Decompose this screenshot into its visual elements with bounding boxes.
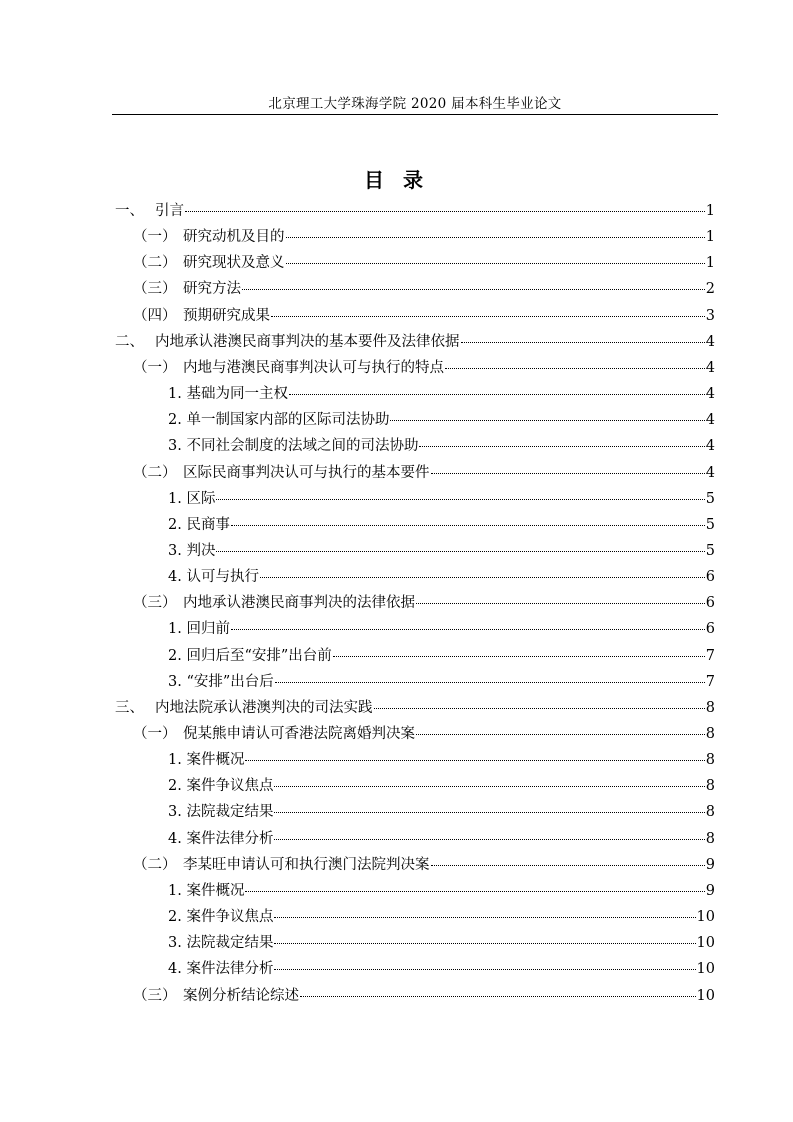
toc-entry-text: 区际民商事判决认可与执行的基本要件 xyxy=(183,464,430,481)
toc-entry-page: 7 xyxy=(705,673,715,690)
toc-entry-number: 4. xyxy=(168,569,187,586)
toc-entry[interactable] xyxy=(133,591,715,617)
toc-entry[interactable] xyxy=(168,670,715,696)
toc-entry-page: 8 xyxy=(705,726,715,742)
toc-entry-number: 1. xyxy=(168,386,187,403)
toc-leader-dots xyxy=(216,551,704,552)
toc-entry[interactable] xyxy=(133,722,715,748)
toc-entry-page: 10 xyxy=(696,935,715,952)
toc-entry-text: 民商事 xyxy=(186,516,230,533)
toc-leader-dots xyxy=(286,263,705,264)
toc-entry-page: 3 xyxy=(705,307,715,324)
toc-entry-page: 9 xyxy=(705,856,715,873)
toc-entry-page: 6 xyxy=(705,595,715,612)
toc-entry-page: 10 xyxy=(696,961,715,978)
toc-entry-page: 5 xyxy=(705,490,715,507)
toc-entry-text: 引言 xyxy=(155,203,184,219)
toc-entry-number: 2. xyxy=(168,778,187,795)
toc-entry[interactable] xyxy=(115,330,715,356)
toc-leader-dots xyxy=(431,865,705,866)
toc-title: 目 录 xyxy=(364,168,429,192)
toc-entry[interactable] xyxy=(133,984,715,1010)
toc-entry-text: 基础为同一主权 xyxy=(186,386,288,403)
toc-entry[interactable] xyxy=(168,487,715,513)
toc-leader-dots xyxy=(300,996,696,997)
toc-entry-text: 倪某熊申请认可香港法院离婚判决案 xyxy=(183,726,415,742)
toc-leader-dots xyxy=(274,969,695,970)
toc-entry-number: 2. xyxy=(168,412,187,429)
toc-entry-number: 一、 xyxy=(115,203,144,219)
toc-entry-page: 8 xyxy=(705,778,715,795)
toc-leader-dots xyxy=(416,734,705,735)
toc-entry[interactable] xyxy=(168,539,715,565)
toc-leader-dots xyxy=(416,603,705,604)
toc-leader-dots xyxy=(231,629,705,630)
toc-entry-text: 内地与港澳民商事判决认可与执行的特点 xyxy=(183,359,444,376)
toc-entry-page: 7 xyxy=(705,647,715,664)
toc-entry-text: “安排”出台后 xyxy=(186,673,274,690)
toc-entry-number: 2. xyxy=(168,647,187,664)
toc-entry-number: 1. xyxy=(168,752,187,769)
toc-entry-text: 判决 xyxy=(186,542,216,559)
toc-entry[interactable] xyxy=(133,251,715,277)
toc-entry-page: 4 xyxy=(705,333,715,350)
toc-leader-dots xyxy=(245,760,704,761)
toc-entry[interactable] xyxy=(168,774,715,800)
toc-entry-page: 4 xyxy=(705,386,715,403)
toc-entry-number: 3. xyxy=(168,542,187,559)
toc-leader-dots xyxy=(231,525,705,526)
toc-entry-page: 8 xyxy=(705,752,715,769)
toc-entry[interactable] xyxy=(168,905,715,931)
toc-entry-number: 3. xyxy=(168,935,187,952)
toc-entry-text: 案例分析结论综述 xyxy=(183,987,299,1004)
toc-entry[interactable] xyxy=(168,644,715,670)
toc-entry-page: 4 xyxy=(705,359,715,376)
toc-entry-number: （三） xyxy=(133,987,177,1004)
toc-entry-page: 1 xyxy=(705,203,715,219)
toc-entry-page: 1 xyxy=(705,255,715,272)
toc-entry[interactable] xyxy=(168,382,715,408)
toc-leader-dots xyxy=(274,786,704,787)
toc-leader-dots xyxy=(274,839,704,840)
toc-entry-page: 8 xyxy=(705,804,715,821)
toc-entry-text: 案件争议焦点 xyxy=(186,909,274,926)
toc-leader-dots xyxy=(390,420,704,421)
toc-entry-text: 内地承认港澳民商事判决的法律依据 xyxy=(183,595,415,612)
toc-entry[interactable] xyxy=(168,827,715,853)
toc-entry[interactable] xyxy=(168,879,715,905)
header-rule xyxy=(112,114,718,115)
toc-leader-dots xyxy=(274,917,695,918)
toc-entry-text: 内地承认港澳民商事判决的基本要件及法律依据 xyxy=(155,333,460,350)
toc-leader-dots xyxy=(461,342,705,343)
toc-leader-dots xyxy=(271,316,705,317)
toc-entry-text: 案件概况 xyxy=(186,882,245,899)
toc-entry-number: （三） xyxy=(133,595,177,612)
toc-entry-text: 区际 xyxy=(186,490,216,507)
toc-entry-page: 9 xyxy=(705,882,715,899)
toc-entry-page: 4 xyxy=(705,464,715,481)
toc-entry-page: 4 xyxy=(705,412,715,429)
toc-entry[interactable] xyxy=(168,617,715,643)
toc-leader-dots xyxy=(374,708,705,709)
toc-entry[interactable] xyxy=(168,513,715,539)
toc-leader-dots xyxy=(431,473,705,474)
toc-entry-page: 5 xyxy=(705,516,715,533)
toc-entry-text: 案件法律分析 xyxy=(186,830,274,847)
toc-entry-number: （二） xyxy=(133,464,177,481)
toc-entry-page: 6 xyxy=(705,569,715,586)
toc-entry[interactable] xyxy=(115,199,715,225)
toc-entry-text: 不同社会制度的法域之间的司法协助 xyxy=(186,438,419,455)
toc-leader-dots xyxy=(289,394,705,395)
toc-entry-number: 二、 xyxy=(115,333,144,350)
toc-leader-dots xyxy=(185,211,705,212)
toc-entry-page: 6 xyxy=(705,621,715,638)
toc-entry-text: 单一制国家内部的区际司法协助 xyxy=(186,412,390,429)
toc-entry[interactable] xyxy=(168,957,715,983)
toc-entry-text: 李某旺申请认可和执行澳门法院判决案 xyxy=(183,856,430,873)
toc-entry-text: 研究动机及目的 xyxy=(183,229,285,246)
toc-entry[interactable] xyxy=(168,408,715,434)
toc-entry-page: 5 xyxy=(705,542,715,559)
toc-entry-number: 1. xyxy=(168,621,187,638)
toc-entry-text: 案件概况 xyxy=(186,752,245,769)
toc-leader-dots xyxy=(260,577,705,578)
toc-entry-number: （四） xyxy=(133,307,177,324)
toc-entry-number: （一） xyxy=(133,359,177,376)
toc-entry-text: 回归前 xyxy=(186,621,230,638)
toc-leader-dots xyxy=(419,446,704,447)
toc-entry-number: （二） xyxy=(133,255,177,272)
toc-entry-number: 4. xyxy=(168,961,187,978)
toc-entry[interactable] xyxy=(168,565,715,591)
toc-entry[interactable] xyxy=(168,434,715,460)
toc-leader-dots xyxy=(445,368,705,369)
toc-entry-text: 法院裁定结果 xyxy=(186,804,274,821)
toc-entry-number: （一） xyxy=(133,229,177,246)
toc-entry-text: 案件争议焦点 xyxy=(186,778,274,795)
toc-leader-dots xyxy=(242,289,705,290)
toc-entry[interactable] xyxy=(133,225,715,251)
toc-leader-dots xyxy=(286,237,705,238)
toc-entry-number: 1. xyxy=(168,490,187,507)
running-header: 北京理工大学珠海学院 2020 届本科生毕业论文 xyxy=(268,96,562,112)
toc-entry-number: 4. xyxy=(168,830,187,847)
toc-leader-dots xyxy=(274,812,704,813)
toc-entry-text: 研究现状及意义 xyxy=(183,255,285,272)
toc-entry[interactable] xyxy=(168,748,715,774)
toc-leader-dots xyxy=(216,499,704,500)
toc-entry-page: 1 xyxy=(705,229,715,246)
toc-entry-page: 2 xyxy=(705,281,715,298)
toc-entry-number: （二） xyxy=(133,856,177,873)
toc-entry-page: 10 xyxy=(696,987,715,1004)
toc-entry-number: 1. xyxy=(168,882,187,899)
toc-entry-page: 8 xyxy=(705,830,715,847)
toc-leader-dots xyxy=(275,682,705,683)
toc-entry-number: （三） xyxy=(133,281,177,298)
toc-entry-number: 2. xyxy=(168,909,187,926)
toc-entry-number: 3. xyxy=(168,438,187,455)
toc-entry[interactable] xyxy=(133,461,715,487)
toc-entry[interactable] xyxy=(133,356,715,382)
toc-entry-text: 认可与执行 xyxy=(186,569,259,586)
toc-entry[interactable] xyxy=(168,931,715,957)
toc-entry-number: （一） xyxy=(133,726,177,742)
toc-entry[interactable] xyxy=(133,277,715,303)
toc-entry-number: 3. xyxy=(168,804,187,821)
toc-entry[interactable] xyxy=(168,800,715,826)
toc-entry-page: 10 xyxy=(696,909,715,926)
toc-leader-dots xyxy=(245,891,704,892)
toc-entry[interactable] xyxy=(115,696,715,722)
toc-entry-text: 内地法院承认港澳判决的司法实践 xyxy=(155,699,373,716)
toc-leader-dots xyxy=(274,943,695,944)
toc-entry-text: 法院裁定结果 xyxy=(186,935,274,952)
toc-entry-page: 4 xyxy=(705,438,715,455)
toc-entry-number: 3. xyxy=(168,673,187,690)
toc-entry-number: 三、 xyxy=(115,699,144,716)
toc-entry-text: 案件法律分析 xyxy=(186,961,274,978)
toc-entry-text: 回归后至“安排”出台前 xyxy=(186,647,332,664)
toc-entry-text: 预期研究成果 xyxy=(183,307,270,324)
toc-leader-dots xyxy=(333,656,705,657)
toc-entry-page: 8 xyxy=(705,699,715,716)
toc-entry-number: 2. xyxy=(168,516,187,533)
toc-entry-text: 研究方法 xyxy=(183,281,241,298)
toc-entry[interactable] xyxy=(133,853,715,879)
toc-entry[interactable] xyxy=(133,304,715,330)
